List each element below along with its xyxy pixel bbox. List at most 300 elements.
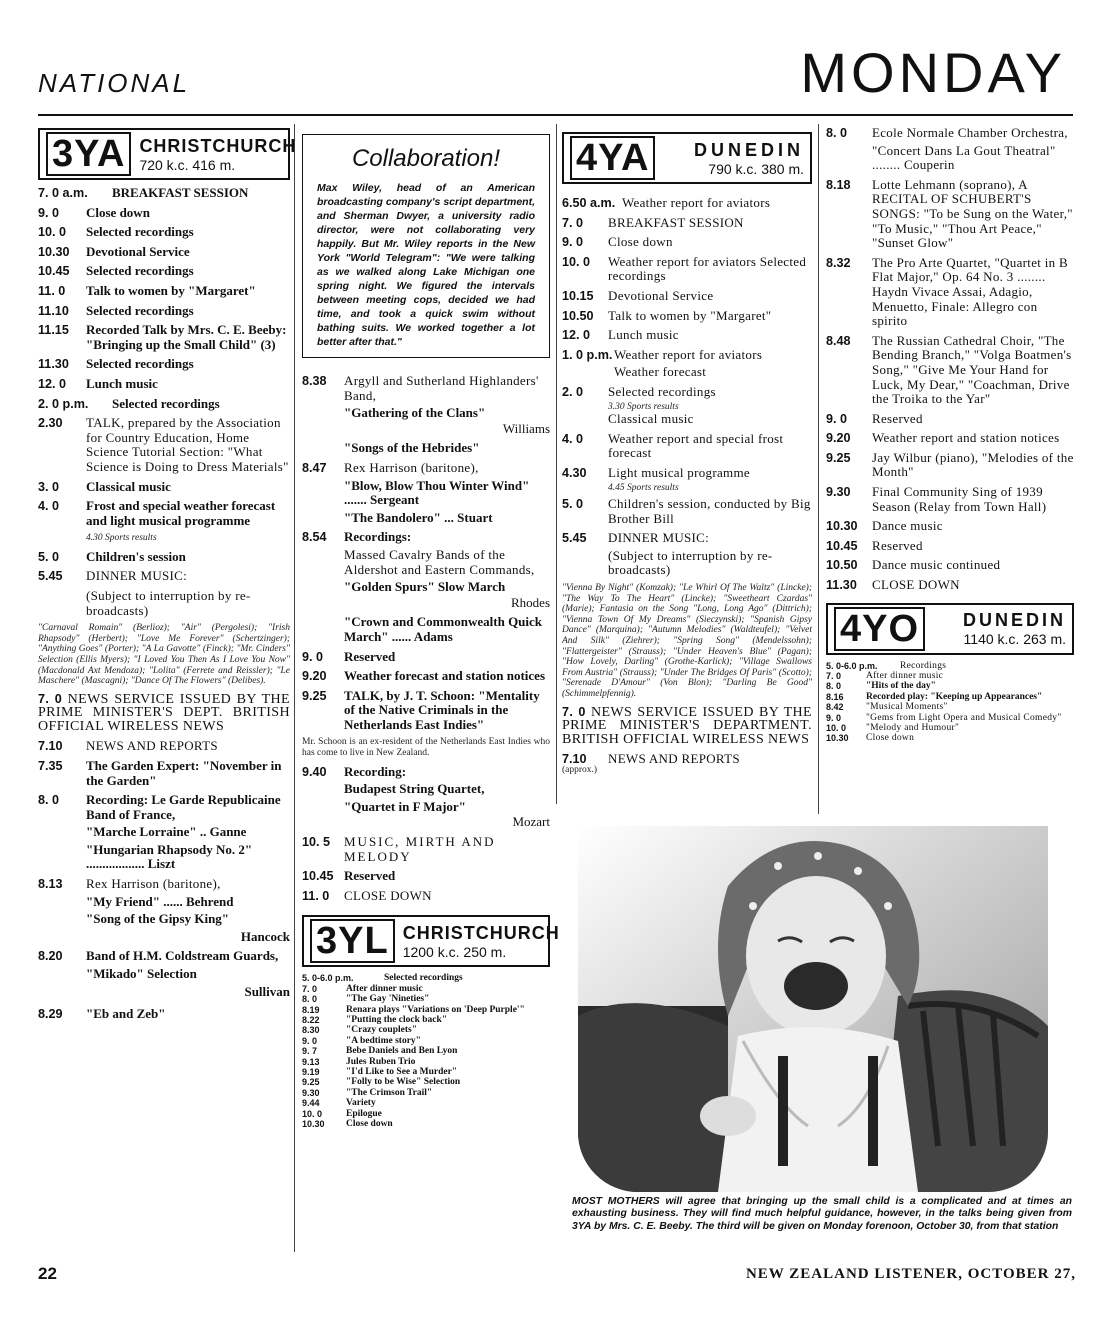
time: 9.20 (826, 431, 851, 446)
item: "Concert Dans La Gout Theatral" ........ Couperin (872, 142, 1056, 173)
time: 2.30 (38, 416, 63, 431)
time: 7.35 (38, 758, 63, 773)
column-3ya-continued (302, 124, 560, 1130)
item: "The Bandolero" ... Stuart (344, 509, 493, 525)
title: Dance music continued (872, 557, 1001, 573)
program-entry (38, 357, 290, 372)
item: "Blow, Blow Thou Winter Wind" ....... Sergeant (344, 477, 530, 508)
station-frequency: 790 k.c. 380 m. (708, 160, 804, 177)
program-item (826, 144, 1074, 173)
program-entry (302, 1046, 550, 1056)
program-entry (38, 416, 290, 474)
program-note: 3.30 Sports results (608, 401, 679, 412)
program-entry (562, 235, 812, 250)
time: 9.44 (302, 1098, 320, 1109)
time: 9. 0 (562, 235, 584, 250)
item: "My Friend" ...... Behrend (86, 893, 234, 909)
program-entry (826, 431, 1074, 446)
time: 10. 5 (302, 835, 331, 850)
column-4ya (562, 128, 812, 781)
title: Argyll and Sutherland Highlanders' Band, (344, 373, 539, 403)
time: 9. 0 (302, 649, 324, 664)
title: Selected recordings (86, 302, 194, 318)
title: Dance music (872, 518, 943, 534)
title: Close down (86, 204, 150, 220)
news-entry (38, 693, 290, 734)
time: 7.10 (562, 752, 587, 767)
program-item (562, 412, 812, 427)
program-entry (562, 328, 812, 343)
composer: Williams (502, 420, 550, 436)
program-composer (302, 422, 550, 437)
time: 7.10 (38, 739, 63, 754)
program-entry (38, 793, 290, 822)
item: "Song of the Gipsy King" (86, 911, 230, 927)
item: "Marche Lorraine" .. Ganne (86, 824, 247, 840)
title: "I'd Like to See a Murder" (346, 1067, 458, 1078)
program-composer (302, 596, 550, 611)
title: After dinner music (346, 983, 423, 994)
title: BREAKFAST SESSION (112, 185, 249, 200)
subtitle: (Subject to interruption by re-broadcasts) (608, 547, 773, 578)
station-header-3ya (38, 128, 297, 180)
schedule-3yl (302, 973, 550, 1129)
header-section-label: NATIONAL (38, 68, 191, 98)
column-4ya-continued (826, 124, 1074, 744)
title: Recordings: (344, 529, 412, 545)
title: Talk to women by "Margaret" (86, 282, 256, 298)
program-item (302, 479, 550, 508)
title: MUSIC, MIRTH AND MELODY (344, 834, 496, 864)
time: 8.38 (302, 374, 327, 388)
program-entry (38, 550, 290, 565)
title: Close down (346, 1119, 393, 1130)
program-entry (38, 264, 290, 279)
title: Reserved (344, 648, 396, 664)
time: 11.10 (38, 303, 69, 318)
program-entry (826, 713, 1074, 723)
program-entry (826, 485, 1074, 514)
collab-body: Max Wiley, head of an American broadcasting company's script department, and Sherman Dwyer, a university radio director, were not collaborating very happily. But Mr. Wiley reports in the New York "World Telegram": "We were talking as we walked along Lake Michigan one spring night. We figured the intervals between meeting cops, decided we had time, and took a quick swim without bathing suits. We worked together a lot better after that." (317, 182, 535, 348)
title: The Pro Arte Quartet, "Quartet in B Flat Major," Op. 64 No. 3 ........ Haydn Vivace Assai, Adagio, Menuetto, Finale: Allegro con spirito (872, 254, 1068, 329)
column-3ya (38, 128, 297, 1027)
title: Bebe Daniels and Ben Lyon (346, 1046, 458, 1057)
program-note: 4.45 Sports results (608, 482, 679, 493)
program-entry (302, 374, 550, 403)
program-entry (38, 480, 290, 495)
item: Budapest String Quartet, (344, 781, 485, 797)
station-frequency: 1140 k.c. 263 m. (963, 631, 1066, 648)
program-entry (302, 1077, 550, 1087)
program-entry (826, 178, 1074, 251)
station-location: DUNEDIN (693, 139, 804, 160)
time: 10. 0 (38, 225, 67, 240)
column-divider (556, 124, 557, 804)
time: 5.45 (562, 531, 587, 546)
time: 9.13 (302, 1056, 320, 1067)
time: 9.25 (302, 1077, 320, 1088)
program-entry (38, 377, 290, 392)
time: 8.48 (826, 333, 851, 348)
program-entry (562, 432, 812, 461)
program-entry (826, 661, 1074, 671)
program-note: "Vienna By Night" (Komzak); "Le Whirl Of The Waltz" (Lincke); "The Way To The Heart" (Lincke); "Sweetheart Czardas" (Marie); Fantasia on the Song "Long, Long Ago" (Dittrich); "Vienna Town Of My Dreams" (Sieczynski); "Spanish Gipsy Dance" (Marquina); "Autumn Melodies" (Waldteufel); "Velvet And Silk" (Ziehrer); "Spring Song" (Mendelssohn); "Flattergeister" (Strauss); "Under Heaven's Blue" (Pagan); "How Lovely, Darling" (Grothe-Karlick); "Village Swallows From Austria" (Strauss); "Under The Bridges Of Paris" (Scotto); "Serenade D'Amour" (Von Blon); "Darling Be Good" (Schimmelpfennig). (562, 583, 812, 699)
title: "The Crimson Trail" (346, 1087, 433, 1098)
station-frequency: 720 k.c. 416 m. (139, 156, 236, 173)
time: 2. 0 (562, 384, 584, 399)
title: The Russian Cathedral Choir, "The Bending Branch," "Volga Boatmen's Song," "Give Me Your Hand for Luck, My Dear," "Coachman, Drive the Troika to the Yar" (872, 332, 1072, 407)
program-entry (38, 877, 290, 892)
time: 8.18 (826, 177, 851, 192)
time: 7. 0 (562, 215, 584, 230)
subtitle: (Subject to interruption by re-broadcasts) (86, 588, 251, 618)
program-entry (562, 385, 812, 400)
time: 9.20 (302, 669, 327, 684)
program-item (38, 967, 290, 982)
title: Reserved (872, 410, 923, 426)
baby-photo (578, 826, 1048, 1192)
program-entry (826, 539, 1074, 554)
time: 10.30 (302, 1119, 325, 1130)
station-location: DUNEDIN (962, 610, 1066, 631)
title: NEWS AND REPORTS (608, 751, 740, 767)
title: CLOSE DOWN (872, 577, 960, 593)
title: Variety (346, 1098, 376, 1109)
time: 8.13 (38, 877, 63, 892)
program-entry (38, 1007, 290, 1022)
time: 11.30 (38, 357, 69, 372)
composer: Rhodes (511, 594, 550, 610)
program-entry (562, 255, 812, 284)
title: Lunch music (608, 327, 679, 343)
title: NEWS SERVICE ISSUED BY THE PRIME MINISTER'S DEPT. BRITISH OFFICIAL WIRELESS NEWS (38, 691, 290, 734)
program-entry (38, 206, 290, 221)
title: Selected recordings (86, 224, 194, 240)
program-note: "Carnaval Romain" (Berlioz); "Air" (Pergolesi); "Irish Rhapsody" (Herbert); "Love Me Forever" (Schertzinger); "Anything Goes" (Porter); "A La Gavotte" (Finck); "Mr. Cinders" Selection (Ellis Myers); "I Loved You Then As I Love You Now" (Macdonald Axt Mendoza); "Lolita" (Ferrete and Reissler); "Le Maschere" (Mascagni); "Dance Of The Flowers" (Delibes). (38, 623, 290, 687)
program-entry (38, 186, 290, 201)
time: 9. 0 (826, 712, 842, 723)
time: 6.50 a.m. (562, 196, 616, 210)
title: "Crazy couplets" (346, 1025, 417, 1036)
title: DINNER MUSIC: (86, 568, 188, 584)
baby-photo-illustration (578, 826, 1048, 1192)
program-entry (38, 499, 290, 528)
title: Selected recordings (86, 356, 194, 372)
program-entry (302, 1057, 550, 1067)
program-entry (826, 558, 1074, 573)
station-header-3yl (302, 915, 560, 967)
time: 12. 0 (38, 376, 67, 391)
title: TALK, prepared by the Association for Country Education, Home Science Tutorial Section: "What Science is Doing to Dress Materials" (86, 415, 289, 474)
title: "Hits of the day" (866, 681, 936, 692)
program-entry (826, 578, 1074, 593)
time: 8.19 (302, 1004, 320, 1015)
program-entry (826, 256, 1074, 329)
title: "Musical Moments" (866, 702, 948, 713)
title: Recording: (344, 763, 407, 779)
time: 8.32 (826, 255, 851, 270)
time: 3. 0 (38, 479, 60, 494)
program-entry (826, 723, 1074, 733)
program-entry (302, 869, 550, 884)
time: 5. 0 (38, 549, 60, 564)
station-logo: 4YA (570, 136, 655, 180)
time: 7. 0 (302, 983, 318, 994)
title: Ecole Normale Chamber Orchestra, (872, 125, 1068, 140)
program-item (38, 912, 290, 927)
program-entry (302, 984, 550, 994)
program-entry (38, 323, 290, 352)
program-entry (826, 671, 1074, 681)
collab-title: Collaboration! (351, 145, 501, 172)
time: 9. 0 (302, 1035, 318, 1046)
program-entry (562, 289, 812, 304)
item: "Gathering of the Clans" (344, 405, 486, 421)
time: 5. 0-6.0 p.m. (826, 660, 878, 671)
time: 8.16 (826, 691, 844, 702)
program-entry (562, 216, 812, 231)
time: 5. 0-6.0 p.m. (302, 973, 354, 984)
title: Weather report for aviators Selected recordings (608, 253, 807, 284)
time: 8.54 (302, 530, 327, 545)
time: 2. 0 p.m. (38, 396, 89, 411)
program-entry (562, 497, 812, 526)
time: 10.45 (38, 264, 70, 279)
composer: Sullivan (244, 983, 290, 999)
item: "Golden Spurs" Slow March (344, 579, 506, 595)
time: 1. 0 p.m. (562, 347, 613, 362)
program-entry (302, 1036, 550, 1046)
program-item (302, 406, 550, 421)
program-entry (302, 765, 550, 780)
title: Weather report for aviators (622, 195, 771, 210)
title: Final Community Sing of 1939 Season (Relay from Town Hall) (872, 484, 1047, 514)
program-entry (38, 397, 290, 412)
title: Devotional Service (86, 243, 190, 259)
title: "Melody and Humour" (866, 723, 960, 734)
title: "Putting the clock back" (346, 1015, 448, 1026)
title: Jules Ruben Trio (346, 1056, 416, 1067)
program-entry (562, 531, 812, 546)
program-entry (826, 519, 1074, 534)
program-item (302, 800, 550, 815)
column-divider (294, 124, 295, 1252)
program-entry (302, 835, 550, 864)
program-entry (302, 889, 550, 904)
program-entry (38, 569, 290, 584)
item: Classical music (608, 411, 694, 427)
title: Recording: Le Garde Republicaine Band of France, (86, 792, 281, 822)
title: Recorded play: "Keeping up Appearances" (866, 691, 1043, 702)
program-entry (38, 304, 290, 319)
program-subtitle (562, 549, 812, 578)
time: 11.15 (38, 323, 69, 338)
program-item (302, 782, 550, 797)
title: Frost and special weather forecast and light musical programme (86, 498, 276, 528)
program-entry (562, 752, 812, 767)
time: 8. 0 (826, 681, 842, 692)
title: Selected recordings (384, 973, 463, 984)
station-logo: 3YA (46, 132, 131, 176)
program-entry (38, 245, 290, 260)
title: Children's session, conducted by Big Brother Bill (608, 496, 811, 526)
title: TALK, by J. T. Schoon: "Mentality of the Native Criminals in the Netherlands East Indies" (344, 687, 540, 732)
time: 10.30 (38, 244, 70, 259)
program-entry (38, 949, 290, 964)
title: BREAKFAST SESSION (608, 214, 744, 230)
title: Band of H.M. Coldstream Guards, (86, 948, 279, 964)
item: "Hungarian Rhapsody No. 2" .................. Liszt (86, 841, 253, 872)
title: NEWS AND REPORTS (86, 738, 218, 754)
time: 8.47 (302, 460, 327, 475)
time: 9.30 (826, 485, 851, 500)
title: Weather report for aviators (614, 346, 763, 362)
time: 7. 0 a.m. (38, 186, 88, 200)
title: Close down (608, 234, 673, 250)
title: The Garden Expert: "November in the Garden" (86, 757, 282, 788)
time: 7. 0 (562, 704, 586, 719)
time: 9. 0 (38, 205, 60, 220)
title: "The Gay 'Nineties" (346, 994, 430, 1005)
station-header-4ya (562, 132, 812, 184)
program-composer (38, 930, 290, 945)
program-item (302, 548, 550, 577)
title: "Gems from Light Opera and Musical Comedy" (866, 712, 1062, 723)
title: Children's session (86, 548, 186, 564)
title: Jay Wilbur (piano), "Melodies of the Month" (872, 449, 1074, 480)
title: Talk to women by "Margaret" (608, 307, 772, 323)
time: 9.19 (302, 1067, 320, 1078)
title: Rex Harrison (baritone), (344, 459, 479, 475)
program-entry (38, 284, 290, 299)
time: 10. 0 (562, 254, 591, 269)
time: 8.29 (38, 1007, 63, 1022)
program-entry (302, 1015, 550, 1025)
title: Light musical programme (608, 464, 750, 480)
station-location: CHRISTCHURCH (402, 922, 560, 943)
program-entry (562, 348, 812, 363)
title: Renara plays "Variations on 'Deep Purple'" (346, 1004, 525, 1015)
program-item (302, 441, 550, 456)
time: 10.45 (302, 869, 334, 884)
program-composer (38, 985, 290, 1000)
header-day-title: MONDAY (800, 41, 1066, 104)
time: 10.30 (826, 733, 849, 744)
time: 12. 0 (562, 328, 591, 343)
composer: Mozart (512, 814, 550, 830)
program-entry (302, 994, 550, 1004)
item: Massed Cavalry Bands of the Aldershot and Eastern Commands, (344, 546, 535, 577)
program-entry (38, 225, 290, 240)
time: 8. 0 (302, 994, 318, 1005)
program-item (302, 511, 550, 526)
program-item (38, 843, 290, 872)
program-entry (826, 334, 1074, 407)
program-entry (826, 451, 1074, 480)
program-entry (562, 466, 812, 481)
time: 8. 0 (38, 793, 60, 808)
program-item (38, 825, 290, 840)
program-item (302, 580, 550, 595)
schedule-4yo (826, 661, 1074, 744)
time: 8. 0 (826, 126, 848, 140)
program-entry (826, 692, 1074, 702)
time: 4.30 (562, 465, 587, 480)
station-logo: 3YL (310, 919, 395, 963)
title: Weather report and station notices (872, 430, 1060, 446)
title: Reserved (872, 537, 923, 553)
time: 10.50 (826, 558, 858, 573)
program-entry (302, 1088, 550, 1098)
station-header-4yo (826, 603, 1074, 655)
program-entry (302, 1119, 550, 1129)
time: 5.45 (38, 569, 63, 584)
time: 11.30 (826, 578, 857, 593)
item: "Quartet in F Major" (344, 798, 466, 814)
station-logo: 4YO (834, 607, 925, 651)
title: Selected recordings (608, 383, 716, 399)
time: 8.30 (302, 1025, 320, 1036)
item: "Songs of the Hebrides" (344, 440, 480, 456)
item: "Crown and Commonwealth Quick March" ...... Adams (344, 614, 543, 644)
program-entry (826, 412, 1074, 427)
time: 9. 0 (826, 411, 848, 426)
time: 7. 0 (38, 691, 63, 706)
program-entry (302, 650, 550, 665)
program-subtitle (38, 589, 290, 618)
station-frequency: 1200 k.c. 250 m. (402, 943, 507, 960)
program-entry (302, 669, 550, 684)
time: 9.25 (302, 688, 327, 703)
time: 10.50 (562, 308, 594, 323)
program-entry (302, 1098, 550, 1108)
header-rule (38, 114, 1073, 116)
title: Weather report and special frost forecast (608, 430, 784, 461)
publication-footer: NEW ZEALAND LISTENER, OCTOBER 27, (745, 1266, 1076, 1282)
item: Weather forecast (614, 364, 707, 380)
title: Lotte Lehmann (soprano), A RECITAL OF SCHUBERT'S SONGS: "To be Sung on the Water," "To Music," "Thou Art Peace," "Sunset Glow" (872, 176, 1073, 251)
title: Reserved (344, 868, 396, 884)
program-entry (302, 1025, 550, 1035)
title: "Folly to be Wise" Selection (346, 1077, 461, 1088)
title: Epilogue (346, 1108, 382, 1119)
title: After dinner music (866, 671, 944, 682)
program-entry (562, 309, 812, 324)
title: NEWS SERVICE ISSUED BY THE PRIME MINISTER'S DEPARTMENT. BRITISH OFFICIAL WIRELESS NEWS (562, 704, 812, 747)
time: 8.20 (38, 949, 63, 964)
column-divider (818, 124, 819, 814)
program-entry (826, 733, 1074, 743)
program-entry (826, 681, 1074, 691)
time: 10. 0 (302, 1108, 323, 1119)
photo-caption: MOST MOTHERS will agree that bringing up the small child is a complicated and at times an exhausting business. They will find much helpful guidance, however, in the talks being given from 3YA by Mrs. C. E. Beeby. The third will be given on Monday forenoon, October 30, from that station (572, 1196, 1072, 1232)
program-entry (302, 1005, 550, 1015)
program-entry (38, 739, 290, 754)
time: 11. 0 (38, 283, 66, 298)
time: 9.25 (826, 450, 851, 465)
title: CLOSE DOWN (344, 887, 432, 903)
program-entry (826, 126, 1074, 141)
program-entry (302, 1067, 550, 1077)
time: 10.45 (826, 538, 858, 553)
time: 5. 0 (562, 497, 584, 512)
title: "A bedtime story" (346, 1035, 421, 1046)
time: 11. 0 (302, 888, 330, 903)
time: 8.42 (826, 702, 844, 713)
program-entry (302, 689, 550, 733)
time: 4. 0 (38, 499, 60, 514)
title: "Eb and Zeb" (86, 1006, 166, 1022)
